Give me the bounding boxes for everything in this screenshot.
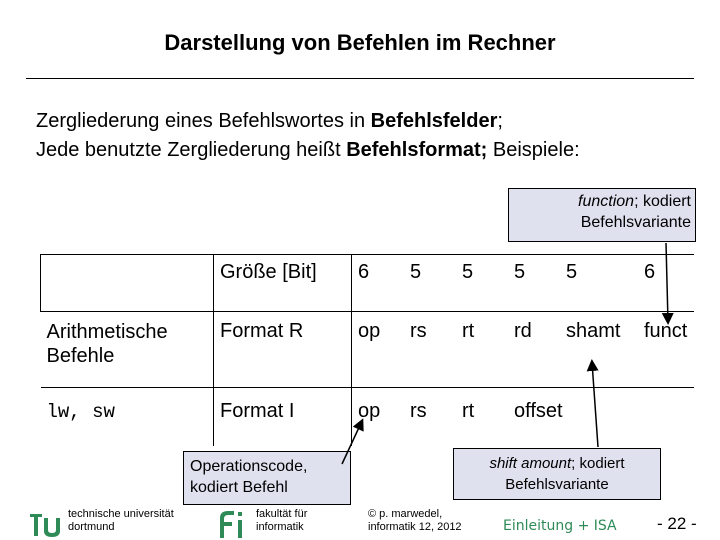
- cell-size-funct: 6: [638, 255, 694, 312]
- page-number: - 22 -: [657, 514, 697, 533]
- cell-format-r: Format R: [214, 312, 352, 388]
- term-befehlsformat: Befehlsformat;: [346, 139, 488, 161]
- fakultaet-informatik-logo-icon: [214, 508, 250, 540]
- cell-size-label: Größe [Bit]: [214, 255, 352, 312]
- cell-size-rs: 5: [404, 255, 456, 312]
- slide-title: Darstellung von Befehlen im Rechner: [164, 30, 556, 55]
- cell-field-rs: rs: [404, 312, 456, 388]
- cell-field-rt: rt: [456, 312, 508, 388]
- footer-section-name: Einleitung + ISA: [503, 518, 617, 534]
- cell-field-rd: rd: [508, 312, 560, 388]
- cell-size-rt: 5: [456, 255, 508, 312]
- callout-shift-amount: shift amount; kodiert Befehlsvariante: [453, 448, 661, 500]
- cell-size-op: 6: [352, 255, 405, 312]
- cell-category-lwsw: lw, sw: [41, 388, 214, 447]
- cell-category-arith: Arithmetische Befehle: [41, 312, 214, 388]
- callout-function: function; kodiert Befehlsvariante: [508, 188, 696, 242]
- callout-opcode: Operationscode, kodiert Befehl: [183, 451, 351, 505]
- intro-line-2: Jede benutzte Zergliederung heißt Befehlsformat; Beispiele:: [36, 139, 580, 161]
- intro-line-1: Zergliederung eines Befehlswortes in Befehlsfelder;: [36, 110, 503, 132]
- cell-field-funct: funct: [638, 312, 694, 388]
- term-befehlsfelder: Befehlsfelder: [370, 110, 498, 132]
- cell-field-offset: offset: [514, 400, 563, 422]
- arrow-to-shamt: [592, 362, 598, 447]
- footer-faculty: fakultät für informatik: [256, 508, 308, 533]
- cell-field-op-i: op: [358, 400, 381, 422]
- cell-field-shamt: shamt: [560, 312, 638, 388]
- tu-dortmund-logo-icon: [28, 510, 64, 540]
- cell-field-rs-i: rs: [410, 400, 427, 422]
- arrow-to-funct: [666, 243, 668, 322]
- cell-format-i: Format I: [214, 388, 352, 447]
- cell-size-shamt: 5: [560, 255, 638, 312]
- footer-university: technische universität dortmund: [68, 508, 174, 533]
- cell-field-op: op: [352, 312, 405, 388]
- footer-copyright: © p. marwedel, informatik 12, 2012: [368, 508, 462, 533]
- arrow-to-opcode: [342, 421, 362, 464]
- cell-size-rd: 5: [508, 255, 560, 312]
- cell-field-rt-i: rt: [462, 400, 475, 422]
